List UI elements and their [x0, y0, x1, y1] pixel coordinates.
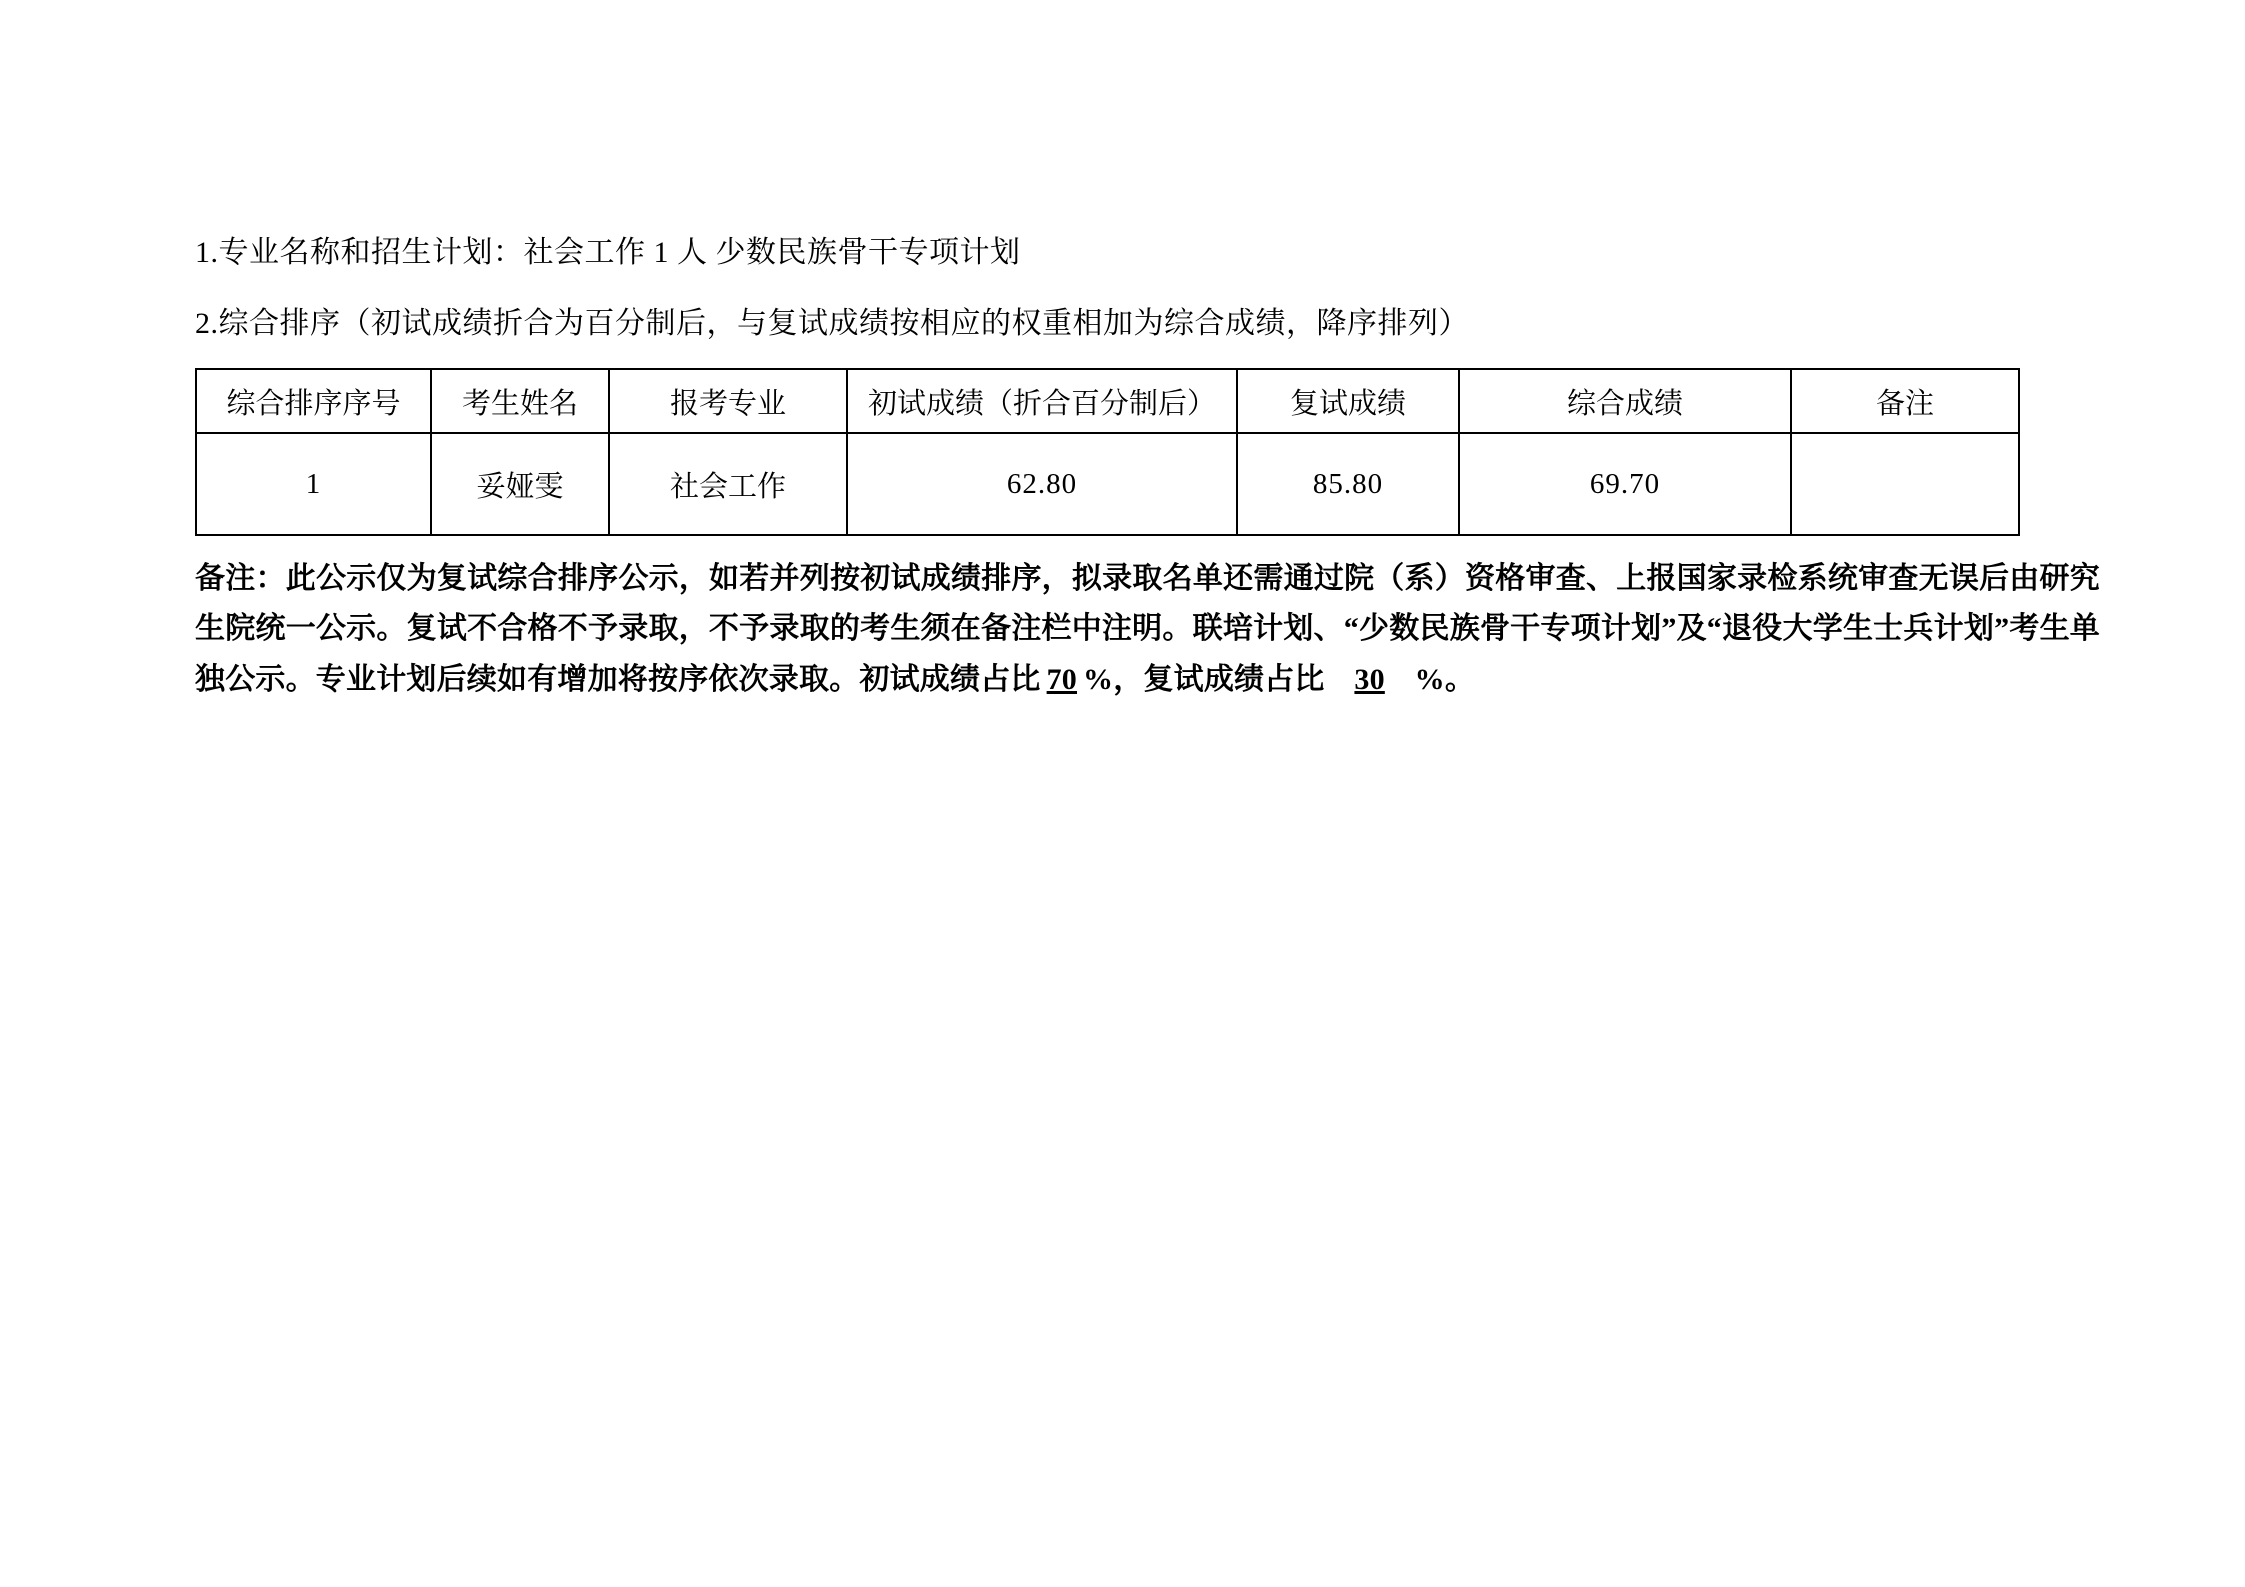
table-row [196, 433, 2019, 535]
cell-major: 社会工作 [609, 433, 847, 535]
footnote-block [195, 554, 2100, 705]
second-exam-weight-value: 30 [1354, 662, 1385, 696]
header-major: 报考专业 [609, 369, 847, 433]
document-content [195, 230, 2100, 705]
header-total-score: 综合成绩 [1459, 369, 1791, 433]
cell-remark [1791, 433, 2019, 535]
header-second-exam-score: 复试成绩 [1237, 369, 1459, 433]
header-name: 考生姓名 [431, 369, 609, 433]
header-remark: 备注 [1791, 369, 2019, 433]
cell-name: 妥娅雯 [431, 433, 609, 535]
cell-second-exam-score: 85.80 [1237, 433, 1459, 535]
footnote-text-part1: 备注：此公示仅为复试综合排序公示，如若并列按初试成绩排序，拟录取名单还需通过院（系）资格审查、上报国家录检系统审查无误后由研究生院统一公示。复试不合格不予录取，不予录取的考生须在备注栏中注明。联培计划、“少数民族骨干专项计划”及“退役大学生士兵计划”考生单独公示。专业计划后续如有增加将按序依次录取。初试成绩占比 [195, 562, 2100, 696]
cell-first-exam-score: 62.80 [847, 433, 1237, 535]
cell-rank: 1 [196, 433, 431, 535]
table-header-row [196, 369, 2019, 433]
first-exam-weight-value: 70 [1046, 662, 1078, 696]
comprehensive-ranking-table [195, 368, 2020, 536]
ranking-description-line: 2.综合排序（初试成绩折合为百分制后，与复试成绩按相应的权重相加为综合成绩，降序排列） [195, 307, 1469, 340]
footnote-text-part3: %。 [1414, 662, 1476, 696]
header-first-exam-score: 初试成绩（折合百分制后） [847, 369, 1237, 433]
cell-total-score: 69.70 [1459, 433, 1791, 535]
major-and-plan-line: 1.专业名称和招生计划：社会工作 1 人 少数民族骨干专项计划 [195, 236, 1021, 269]
footnote-text-part2: %，复试成绩占比 [1083, 662, 1325, 696]
header-rank: 综合排序序号 [196, 369, 431, 433]
